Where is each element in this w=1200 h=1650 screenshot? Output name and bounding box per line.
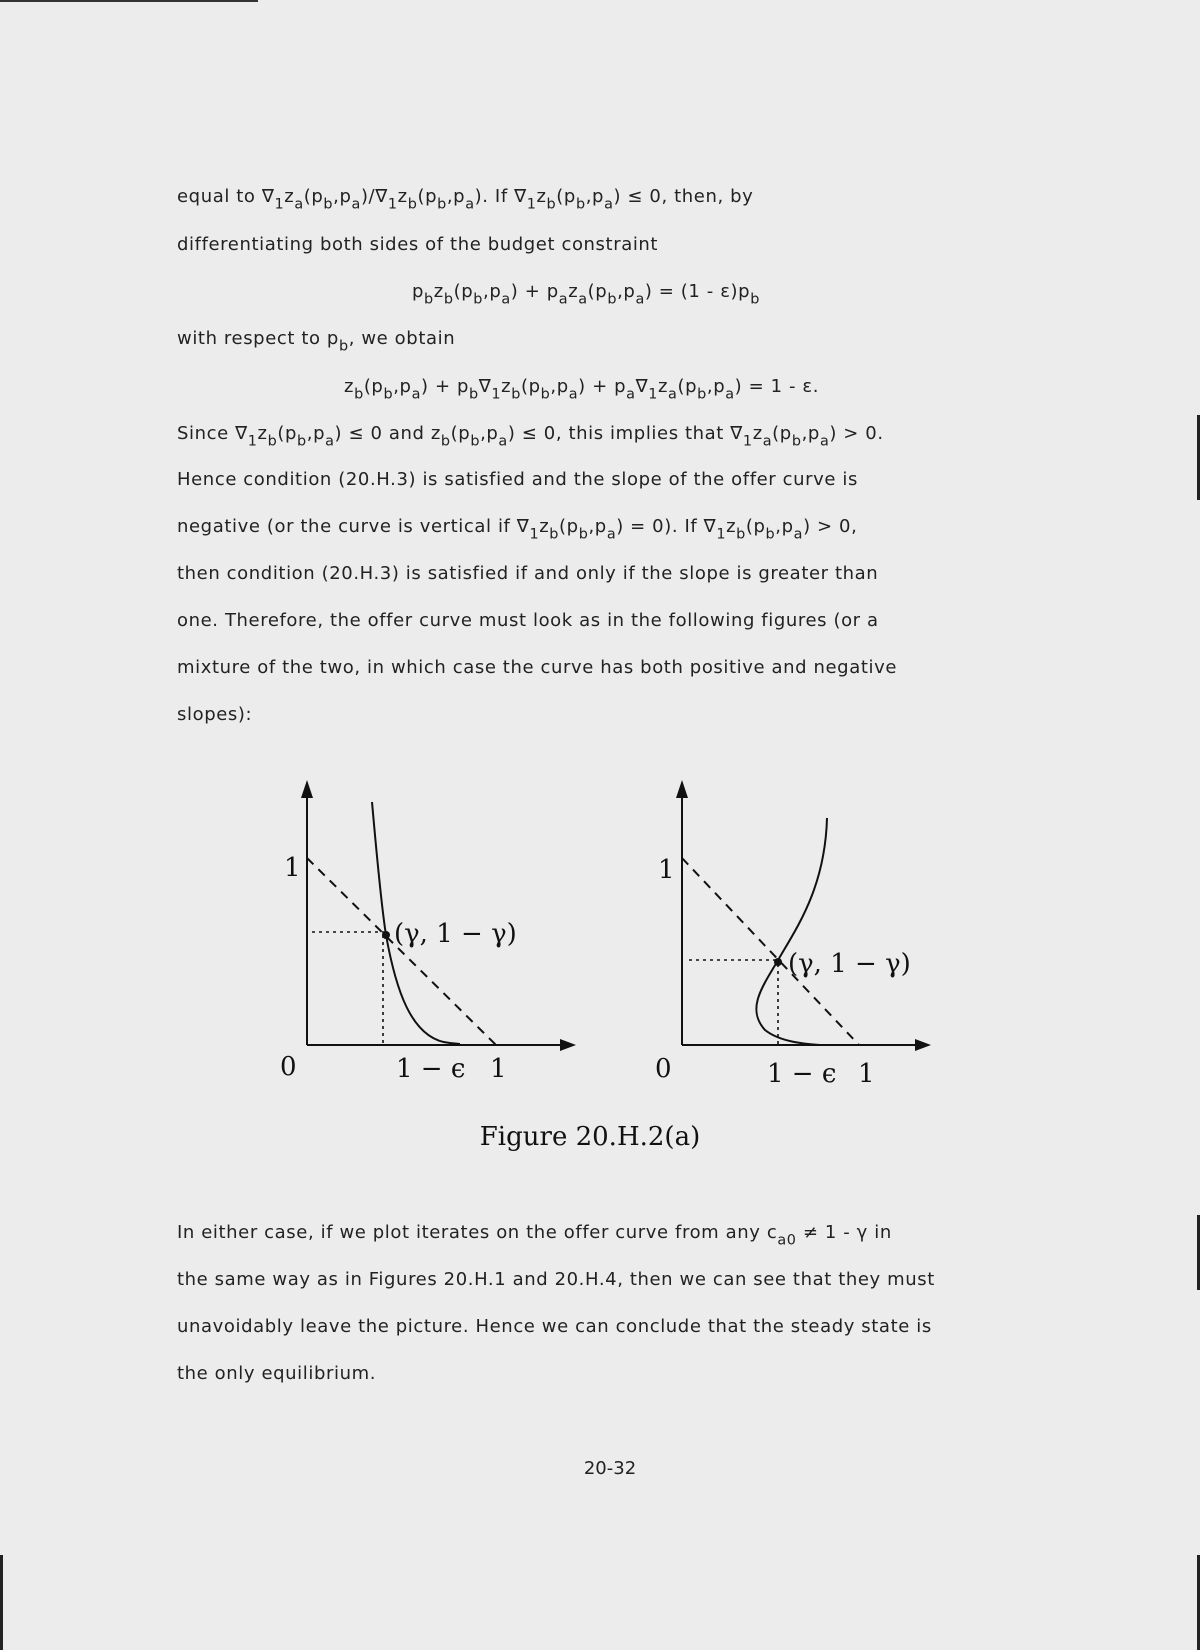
figure-right bbox=[635, 780, 965, 1100]
text-line-3: with respect to $p_b$, we obtain bbox=[177, 328, 456, 355]
steady-state-point bbox=[382, 931, 390, 939]
origin-label: 0 bbox=[655, 1054, 672, 1084]
figure-offer-curves bbox=[260, 780, 980, 1100]
y-axis-arrow-icon bbox=[301, 780, 313, 798]
origin-label: 0 bbox=[280, 1052, 297, 1082]
x-tick-1-minus-epsilon: 1 − ϵ bbox=[396, 1054, 466, 1084]
page-number: 20-32 bbox=[583, 1458, 637, 1479]
text-line-14: the only equilibrium. bbox=[177, 1363, 377, 1384]
text-line-9: mixture of the two, in which case the curve has both positive and negative bbox=[177, 657, 898, 678]
text-line-8: one. Therefore, the offer curve must look as in the following figures (or a bbox=[177, 610, 879, 631]
steady-state-point bbox=[774, 958, 782, 966]
text-line-12: the same way as in Figures 20.H.1 and 20.H.4, then we can see that they must bbox=[177, 1269, 935, 1290]
scan-top-rule bbox=[0, 0, 258, 2]
scan-edge-mark bbox=[0, 1555, 3, 1650]
y-tick-1: 1 bbox=[658, 855, 675, 885]
text-line-6: negative (or the curve is vertical if $\nabla_1z_b(p_b,p_a) = 0$). If $\nabla_1z_b(p_b,p_a) > 0$, bbox=[177, 516, 858, 543]
figure-left bbox=[260, 780, 590, 1100]
offer-curve bbox=[756, 818, 827, 1045]
x-axis-arrow-icon bbox=[560, 1039, 576, 1051]
text-line-1: equal to $\nabla_1z_a(p_b,p_a)/\nabla_1z_b(p_b,p_a)$. If $\nabla_1z_b(p_b,p_a) \le 0$, then, by bbox=[177, 186, 754, 213]
x-tick-1-minus-epsilon: 1 − ϵ bbox=[767, 1059, 837, 1089]
text-line-10: slopes): bbox=[177, 704, 253, 725]
text-line-2: differentiating both sides of the budget constraint bbox=[177, 234, 659, 255]
text-line-11: In either case, if we plot iterates on the offer curve from any $c_{a0} \ne 1 - \gamma$ in bbox=[177, 1222, 892, 1249]
y-tick-1: 1 bbox=[284, 853, 301, 883]
text-line-5: Hence condition (20.H.3) is satisfied and the slope of the offer curve is bbox=[177, 469, 858, 490]
text-line-13: unavoidably leave the picture. Hence we can conclude that the steady state is bbox=[177, 1316, 932, 1337]
point-label: (γ, 1 − γ) bbox=[394, 919, 517, 949]
x-tick-1: 1 bbox=[490, 1054, 507, 1084]
text-line-7: then condition (20.H.3) is satisfied if and only if the slope is greater than bbox=[177, 563, 879, 584]
x-axis-arrow-icon bbox=[915, 1039, 931, 1051]
budget-line-dashed bbox=[307, 858, 496, 1045]
figure-caption: Figure 20.H.2(a) bbox=[479, 1122, 701, 1152]
y-axis-arrow-icon bbox=[676, 780, 688, 798]
equation-derivative: $z_b(p_b,p_a) + p_b\nabla_1z_b(p_b,p_a) + p_a\nabla_1z_a(p_b,p_a) = 1 - \varepsilon$. bbox=[344, 376, 820, 403]
x-tick-1: 1 bbox=[858, 1059, 875, 1089]
point-label: (γ, 1 − γ) bbox=[788, 949, 911, 979]
text-line-4: Since $\nabla_1z_b(p_b,p_a) \le 0$ and $z_b(p_b,p_a) \le 0$, this implies that $\nabla_1z_a(p_b,p_a) > 0$. bbox=[177, 423, 884, 450]
equation-budget-constraint: $p_bz_b(p_b,p_a) + p_az_a(p_b,p_a) = (1 - \varepsilon)p_b$ bbox=[412, 281, 760, 308]
